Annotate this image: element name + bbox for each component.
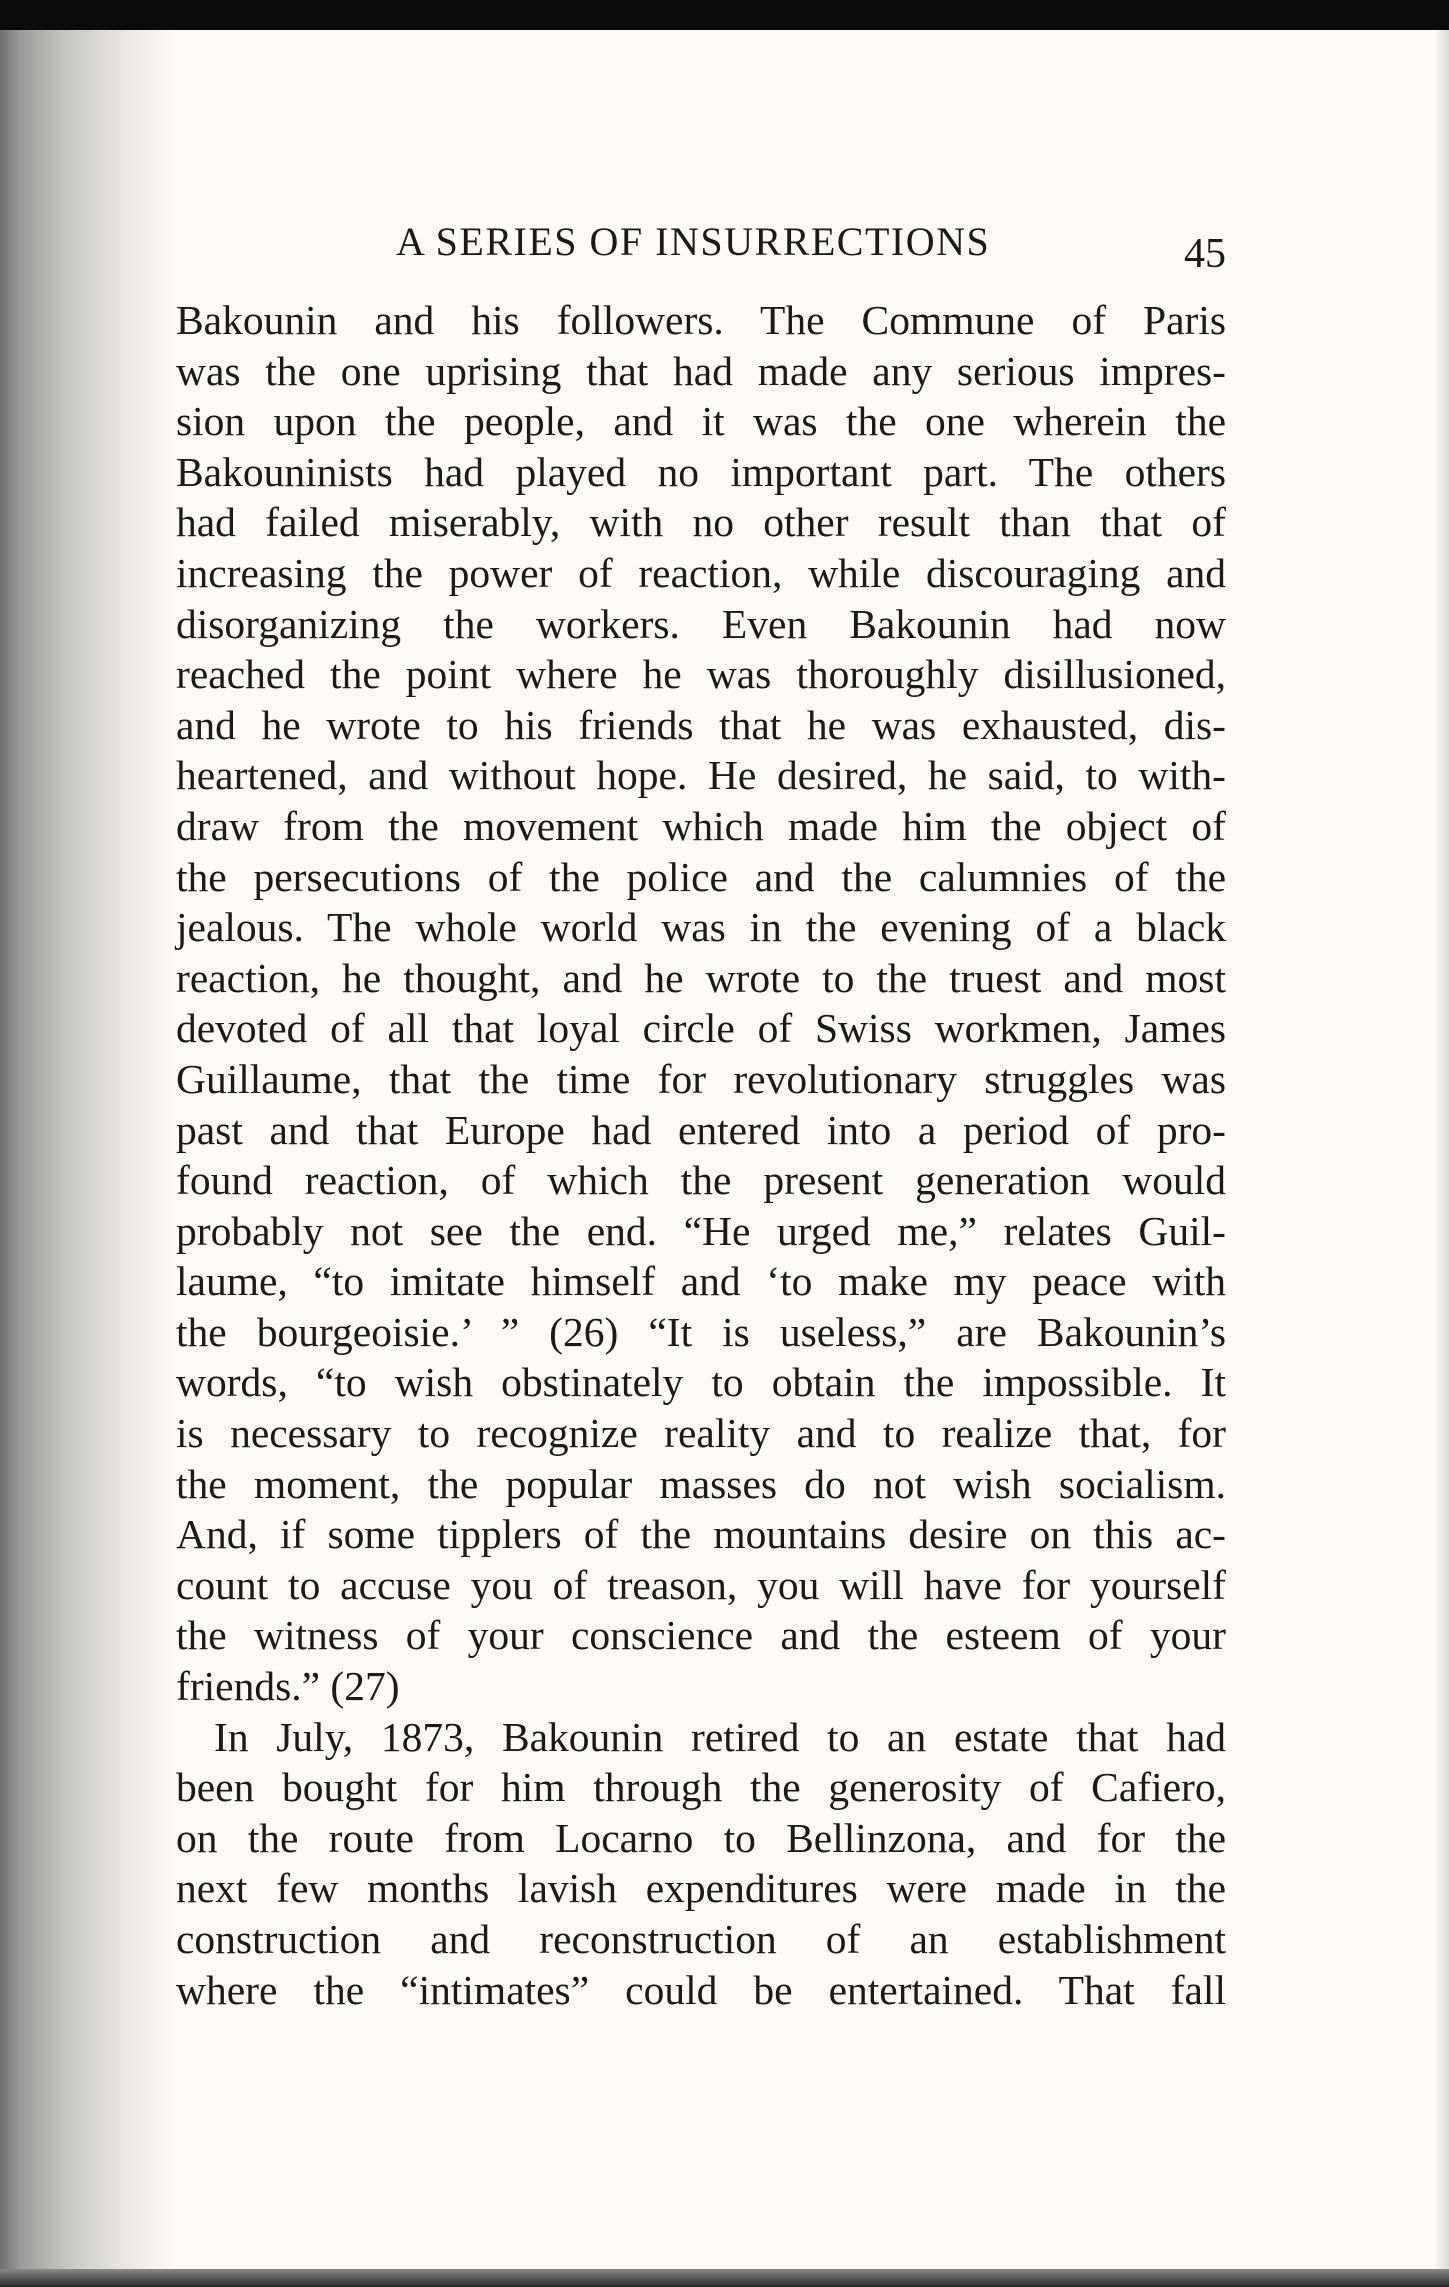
text-line: where the “intimates” could be entertained. That fall <box>176 1966 1226 2013</box>
scan-top-edge <box>0 0 1449 30</box>
text-line: laume, “to imitate himself and ‘to make my peace with <box>176 1258 1226 1305</box>
text-line: next few months lavish expenditures were made in the <box>176 1865 1226 1912</box>
text-line: past and that Europe had entered into a period of pro- <box>176 1106 1226 1153</box>
text-line: count to accuse you of treason, you will have for yourself <box>176 1561 1226 1608</box>
page-right-edge <box>1435 30 1449 2269</box>
text-line: jealous. The whole world was in the evening of a black <box>176 904 1226 951</box>
text-line: the persecutions of the police and the calumnies of the <box>176 853 1226 900</box>
text-line: disorganizing the workers. Even Bakounin had now <box>176 600 1226 647</box>
text-line: was the one uprising that had made any serious impres- <box>176 347 1226 394</box>
paragraph-start-line: In July, 1873, Bakounin retired to an estate that had <box>214 1713 1226 1760</box>
text-line: sion upon the people, and it was the one wherein the <box>176 398 1226 445</box>
text-line: and he wrote to his friends that he was exhausted, dis- <box>176 701 1226 748</box>
text-line: found reaction, of which the present generation would <box>176 1157 1226 1204</box>
scan-bottom-edge <box>0 2269 1449 2287</box>
text-line: reaction, he thought, and he wrote to the truest and most <box>176 954 1226 1001</box>
text-line: Bakounin and his followers. The Commune of Paris <box>176 297 1226 343</box>
paragraph-end-line: friends.” (27) <box>176 1663 400 1710</box>
running-head <box>176 210 1226 277</box>
text-line: draw from the movement which made him the object of <box>176 802 1226 849</box>
text-line: increasing the power of reaction, while discouraging and <box>176 549 1226 596</box>
book-gutter-shadow <box>0 30 175 2269</box>
text-line: on the route from Locarno to Bellinzona, and for the <box>176 1814 1226 1861</box>
text-line: And, if some tipplers of the mountains desire on this ac- <box>176 1511 1226 1558</box>
text-line: the witness of your conscience and the esteem of your <box>176 1612 1226 1659</box>
text-line: had failed miserably, with no other result than that of <box>176 499 1226 546</box>
text-line: been bought for him through the generosity of Cafiero, <box>176 1764 1226 1811</box>
running-head-title: A SERIES OF INSURRECTIONS <box>396 219 991 264</box>
text-line: reached the point where he was thoroughly disillusioned, <box>176 651 1226 698</box>
text-line: Bakouninists had played no important part. The others <box>176 448 1226 495</box>
text-line: heartened, and without hope. He desired, he said, to with- <box>176 752 1226 799</box>
text-line: Guillaume, that the time for revolutionary struggles was <box>176 1055 1226 1102</box>
body-text <box>176 295 1226 2015</box>
text-line: the bourgeoisie.’ ” (26) “It is useless,” are Bakounin’s <box>176 1308 1226 1355</box>
text-line: the moment, the popular masses do not wish socialism. <box>176 1460 1226 1507</box>
text-line: devoted of all that loyal circle of Swiss workmen, James <box>176 1005 1226 1052</box>
text-line: construction and reconstruction of an establishment <box>176 1916 1226 1962</box>
text-line: words, “to wish obstinately to obtain the impossible. It <box>176 1359 1226 1406</box>
text-line: probably not see the end. “He urged me,” relates Guil- <box>176 1207 1226 1254</box>
page-number: 45 <box>1184 231 1226 277</box>
text-line: is necessary to recognize reality and to realize that, for <box>176 1410 1226 1457</box>
